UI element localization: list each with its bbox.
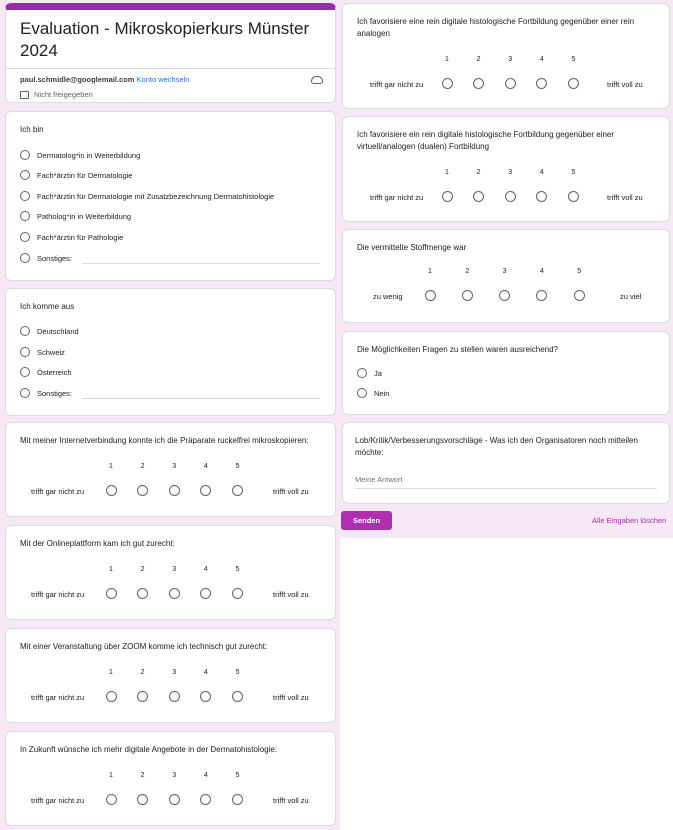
option-row[interactable]: Nein — [357, 388, 389, 398]
option-row[interactable]: Patholog*in in Weiterbildung — [20, 211, 131, 221]
radio-button[interactable] — [357, 368, 367, 378]
scale-radio-3[interactable] — [505, 191, 516, 202]
question-title: Die vermittelte Stoffmenge war — [357, 243, 467, 252]
scale-radio-2[interactable] — [137, 691, 148, 702]
scale-number: 3 — [172, 772, 177, 779]
form-header-card — [5, 3, 336, 103]
scale-radio-5[interactable] — [568, 78, 579, 89]
scale-number: 1 — [445, 56, 449, 63]
scale-high-label: trifft voll zu — [273, 796, 309, 805]
question-digital-analog — [342, 3, 670, 109]
scale-number: 1 — [428, 268, 432, 275]
scale-radio-3[interactable] — [169, 485, 180, 496]
other-text-input[interactable] — [82, 263, 320, 264]
option-row[interactable]: Deutschland — [20, 326, 79, 336]
scale-number: 4 — [539, 268, 544, 275]
radio-button[interactable] — [20, 388, 30, 398]
scale-number: 1 — [445, 169, 449, 176]
scale-radio-5[interactable] — [232, 691, 243, 702]
answer-underline — [355, 488, 657, 489]
question-digital-dual — [342, 116, 670, 222]
scale-radio-1[interactable] — [442, 78, 453, 89]
scale-high-label: zu viel — [620, 292, 642, 301]
scale-number: 4 — [203, 772, 208, 779]
scale-radio-1[interactable] — [106, 794, 117, 805]
radio-button[interactable] — [20, 211, 30, 221]
question-plattform — [5, 525, 336, 620]
option-row[interactable]: Ja — [357, 368, 382, 378]
question-stoffmenge — [342, 229, 670, 323]
scale-radio-4[interactable] — [536, 191, 547, 202]
option-row-other[interactable]: Sonstiges: — [20, 388, 72, 398]
question-title: Ich bin — [20, 125, 44, 134]
scale-number: 2 — [465, 268, 470, 275]
scale-radio-2[interactable] — [137, 794, 148, 805]
scale-number: 3 — [172, 463, 177, 470]
form-title: Evaluation - Mikroskopierkurs Münster 2024 — [20, 19, 310, 60]
scale-high-label: trifft voll zu — [607, 193, 643, 202]
scale-radio-5[interactable] — [232, 794, 243, 805]
scale-number: 2 — [140, 463, 145, 470]
scale-radio-5[interactable] — [574, 290, 585, 301]
question-title: Lob/Kritik/Verbesserungsvorschläge - Was ich den Organisatoren noch mitteilen möchte: — [355, 436, 638, 457]
radio-button[interactable] — [20, 326, 30, 336]
scale-radio-5[interactable] — [232, 588, 243, 599]
clear-form-link[interactable]: Alle Eingaben löschen — [592, 516, 667, 525]
scale-number: 5 — [571, 169, 576, 176]
scale-number: 3 — [172, 669, 177, 676]
scale-number: 3 — [502, 268, 507, 275]
scale-low-label: trifft gar nicht zu — [370, 193, 424, 202]
scale-radio-4[interactable] — [536, 78, 547, 89]
other-text-input[interactable] — [82, 398, 320, 399]
scale-number: 5 — [235, 566, 240, 573]
scale-number: 2 — [476, 169, 481, 176]
scale-low-label: zu wenig — [373, 292, 403, 301]
scale-high-label: trifft voll zu — [273, 487, 309, 496]
question-title: Die Möglichkeiten Fragen zu stellen waren ausreichend? — [357, 345, 558, 354]
cloud-saved-icon — [311, 76, 323, 84]
scale-number: 1 — [109, 463, 113, 470]
radio-button[interactable] — [20, 191, 30, 201]
question-internet — [5, 422, 336, 517]
question-zukunft — [5, 731, 336, 826]
scale-radio-3[interactable] — [499, 290, 510, 301]
scale-high-label: trifft voll zu — [273, 693, 309, 702]
question-title: Mit meiner Internetverbindung konnte ich die Präparate ruckelfrei mikroskopieren: — [20, 436, 309, 445]
scale-number: 3 — [172, 566, 177, 573]
radio-button[interactable] — [20, 367, 30, 377]
scale-radio-1[interactable] — [106, 691, 117, 702]
question-title: Ich komme aus — [20, 302, 75, 311]
scale-number: 3 — [508, 56, 513, 63]
scale-number: 3 — [508, 169, 513, 176]
scale-radio-1[interactable] — [425, 290, 436, 301]
question-fragen — [342, 331, 670, 415]
scale-radio-2[interactable] — [137, 485, 148, 496]
scale-radio-3[interactable] — [169, 588, 180, 599]
radio-button[interactable] — [20, 150, 30, 160]
scale-radio-5[interactable] — [232, 485, 243, 496]
scale-number: 1 — [109, 669, 113, 676]
scale-number: 5 — [577, 268, 582, 275]
question-ich-bin — [5, 111, 336, 281]
question-title: Mit der Onlineplattform kam ich gut zurecht: — [20, 539, 175, 548]
scale-radio-1[interactable] — [106, 588, 117, 599]
scale-radio-1[interactable] — [106, 485, 117, 496]
not-shared-status: Nicht freigegeben — [20, 90, 93, 99]
question-title: Ich favorisiere eine rein digitale histologische Fortbildung gegenüber einer rein analogen — [357, 17, 635, 38]
scale-number: 4 — [539, 56, 544, 63]
scale-radio-3[interactable] — [505, 78, 516, 89]
scale-radio-4[interactable] — [536, 290, 547, 301]
option-row[interactable]: Fach*ärztin für Pathologie — [20, 232, 123, 242]
account-email: paul.schmidle@googlemail.com Konto wechseln — [20, 75, 190, 84]
option-row[interactable]: Schweiz — [20, 347, 65, 357]
scale-number: 2 — [476, 56, 481, 63]
scale-number: 4 — [203, 566, 208, 573]
radio-button[interactable] — [20, 253, 30, 263]
scale-radio-2[interactable] — [462, 290, 473, 301]
scale-number: 2 — [140, 566, 145, 573]
question-title: Ich favorisiere ein rein digitale histologische Fortbildung gegenüber einer virtuell/analogen (dualen) Fortbildung — [357, 130, 615, 151]
scale-number: 1 — [109, 772, 113, 779]
scale-radio-1[interactable] — [442, 191, 453, 202]
radio-button[interactable] — [357, 388, 367, 398]
option-row[interactable]: Österreich — [20, 367, 72, 377]
scale-radio-4[interactable] — [200, 485, 211, 496]
option-row[interactable]: Fach*ärztin für Dermatologie — [20, 170, 132, 180]
radio-button[interactable] — [20, 347, 30, 357]
option-row[interactable]: Dermatolog*in in Weiterbildung — [20, 150, 140, 160]
answer-input[interactable]: Meine Antwort — [355, 475, 403, 484]
scale-low-label: trifft gar nicht zu — [31, 796, 85, 805]
scale-radio-4[interactable] — [200, 691, 211, 702]
scale-number: 5 — [235, 669, 240, 676]
scale-number: 4 — [203, 463, 208, 470]
option-row-other[interactable]: Sonstiges: — [20, 253, 72, 263]
radio-button[interactable] — [20, 170, 30, 180]
scale-number: 5 — [235, 463, 240, 470]
scale-number: 1 — [109, 566, 113, 573]
scale-low-label: trifft gar nicht zu — [31, 590, 85, 599]
scale-number: 4 — [203, 669, 208, 676]
scale-radio-4[interactable] — [200, 794, 211, 805]
scale-radio-4[interactable] — [200, 588, 211, 599]
scale-number: 4 — [539, 169, 544, 176]
question-title: Mit einer Veranstaltung über ZOOM komme ich technisch gut zurecht: — [20, 642, 268, 651]
not-shared-icon — [20, 91, 29, 99]
scale-radio-3[interactable] — [169, 691, 180, 702]
scale-high-label: trifft voll zu — [273, 590, 309, 599]
scale-high-label: trifft voll zu — [607, 80, 643, 89]
submit-button[interactable]: Senden — [341, 511, 392, 530]
question-title: In Zukunft wünsche ich mehr digitale Angebote in der Dermatohistologie: — [20, 745, 278, 754]
option-row[interactable]: Fach*ärztin für Dermatologie mit Zusatzbezeichnung Dermatohistologie — [20, 191, 274, 201]
scale-radio-5[interactable] — [568, 191, 579, 202]
scale-radio-2[interactable] — [137, 588, 148, 599]
scale-low-label: trifft gar nicht zu — [31, 487, 85, 496]
scale-number: 5 — [571, 56, 576, 63]
question-zoom — [5, 628, 336, 723]
header-divider — [6, 68, 335, 69]
switch-account-link[interactable]: Konto wechseln — [136, 75, 190, 84]
scale-radio-3[interactable] — [169, 794, 180, 805]
scale-radio-2[interactable] — [473, 78, 484, 89]
question-ich-komme-aus — [5, 288, 336, 416]
scale-number: 5 — [235, 772, 240, 779]
question-lob-kritik — [342, 422, 670, 504]
scale-radio-2[interactable] — [473, 191, 484, 202]
scale-number: 2 — [140, 772, 145, 779]
scale-low-label: trifft gar nicht zu — [370, 80, 424, 89]
scale-low-label: trifft gar nicht zu — [31, 693, 85, 702]
scale-number: 2 — [140, 669, 145, 676]
radio-button[interactable] — [20, 232, 30, 242]
